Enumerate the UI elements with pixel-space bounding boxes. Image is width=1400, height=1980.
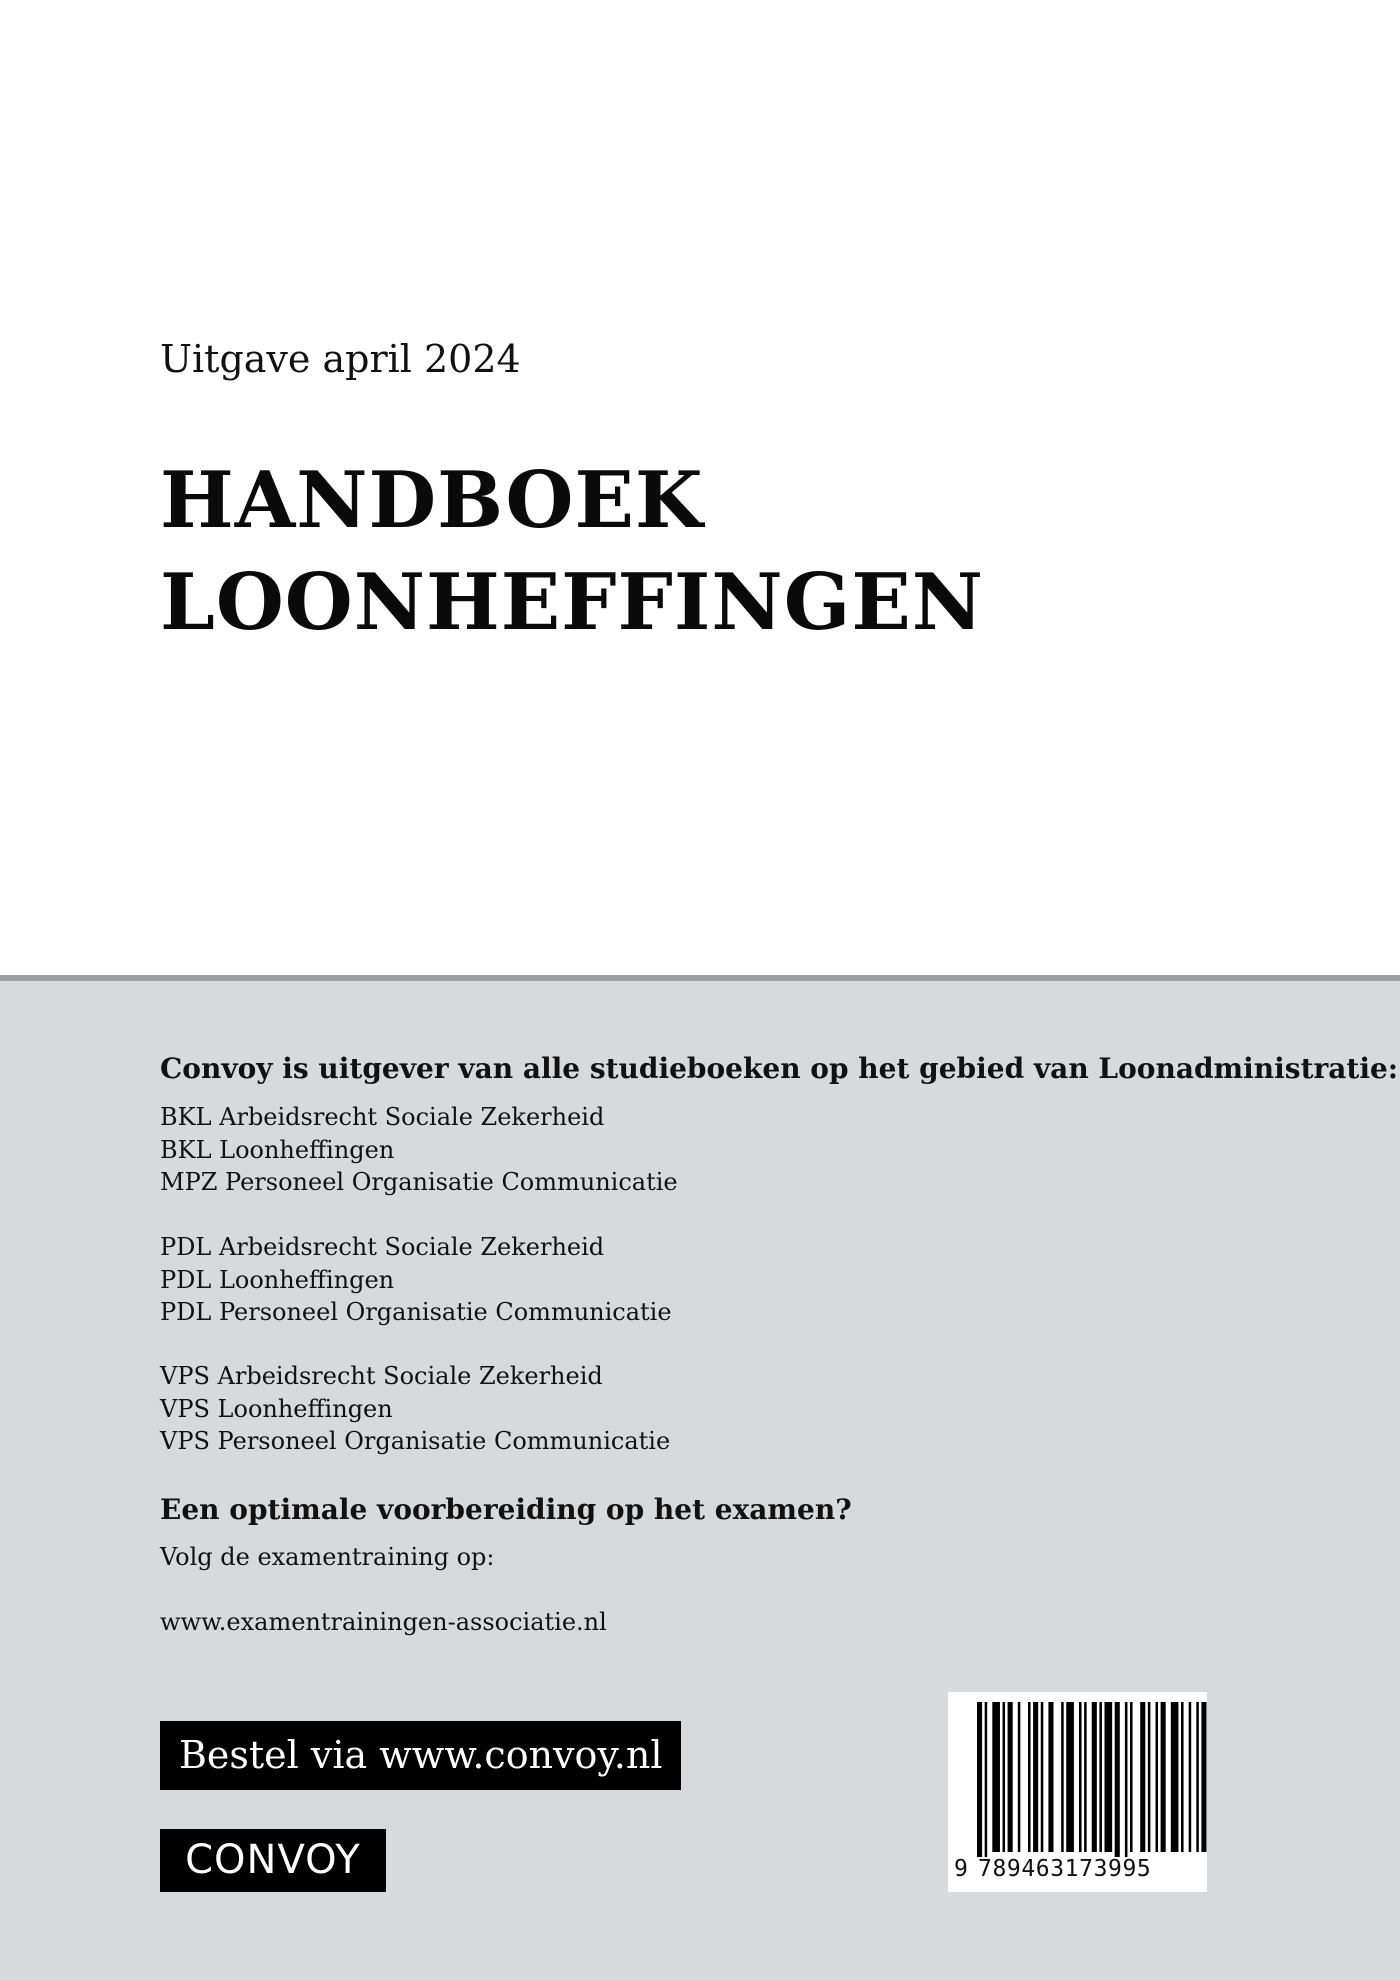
convoy-logo: CONVOY: [160, 1829, 386, 1892]
exam-heading: Een optimale voorbereiding op het examen?: [160, 1493, 852, 1526]
isbn-barcode: [948, 1692, 1207, 1892]
barcode-bar: [1189, 1702, 1192, 1852]
course-group-3: [160, 1360, 670, 1458]
barcode-bar: [1196, 1702, 1199, 1852]
course-item: PDL Loonheffingen: [160, 1265, 395, 1294]
barcode-bar: [1201, 1702, 1206, 1852]
barcode-bar: [1048, 1702, 1053, 1852]
course-group-2: [160, 1231, 672, 1329]
barcode-bar: [1061, 1702, 1064, 1852]
order-banner: Bestel via www.convoy.nl: [160, 1721, 681, 1790]
barcode-bar: [985, 1702, 988, 1857]
course-item: MPZ Personeel Organisatie Communicatie: [160, 1168, 678, 1196]
barcode-bar: [1079, 1702, 1082, 1852]
barcode-bar: [1041, 1702, 1044, 1852]
barcode-bar: [1140, 1702, 1145, 1852]
book-title-line-1: HANDBOEK: [160, 455, 704, 546]
barcode-bar: [1066, 1702, 1074, 1852]
book-title: [160, 450, 984, 654]
edition-label: Uitgave april 2024: [160, 337, 521, 381]
barcode-bar: [1003, 1702, 1006, 1852]
exam-follow-text: Volg de examentraining op:: [160, 1543, 495, 1571]
barcode-bar: [1161, 1702, 1166, 1852]
course-item: VPS Personeel Organisatie Communicatie: [160, 1427, 671, 1455]
barcode-digits: 789463173995: [978, 1856, 1152, 1882]
course-item: BKL Loonheffingen: [160, 1135, 395, 1164]
barcode-bar: [1092, 1702, 1097, 1852]
barcode-bar: [1115, 1702, 1120, 1857]
barcode-bar: [1125, 1702, 1128, 1857]
barcode-bar: [1181, 1702, 1184, 1852]
barcode-bar: [1084, 1702, 1087, 1852]
barcode-bar: [1099, 1702, 1102, 1852]
barcode-bar: [1105, 1702, 1113, 1852]
barcode-bar: [1156, 1702, 1159, 1852]
barcode-bar: [977, 1702, 982, 1857]
barcode-bar: [992, 1702, 1000, 1852]
barcode-bar: [1008, 1702, 1013, 1852]
course-item: VPS Loonheffingen: [160, 1394, 393, 1423]
publisher-intro: Convoy is uitgever van alle studieboeken op het gebied van Loonadministratie:: [160, 1052, 1399, 1085]
course-item: PDL Arbeidsrecht Sociale Zekerheid: [160, 1233, 605, 1261]
course-item: VPS Arbeidsrecht Sociale Zekerheid: [160, 1362, 603, 1390]
exam-training-url: www.examentrainingen-associatie.nl: [160, 1608, 607, 1636]
barcode-bar: [1171, 1702, 1179, 1852]
barcode-bar: [1018, 1702, 1021, 1852]
cover-upper-area: [0, 0, 1400, 975]
barcode-bar: [1130, 1702, 1133, 1852]
barcode-lead-digit: 9: [954, 1856, 968, 1882]
course-item: BKL Arbeidsrecht Sociale Zekerheid: [160, 1103, 605, 1131]
book-title-line-2: LOONHEFFINGEN: [160, 557, 985, 648]
course-item: PDL Personeel Organisatie Communicatie: [160, 1298, 672, 1326]
barcode-bar: [1148, 1702, 1151, 1852]
barcode-bars: [948, 1692, 1207, 1857]
course-group-1: [160, 1101, 678, 1199]
barcode-bar: [1028, 1702, 1031, 1852]
barcode-bar: [1033, 1702, 1038, 1852]
